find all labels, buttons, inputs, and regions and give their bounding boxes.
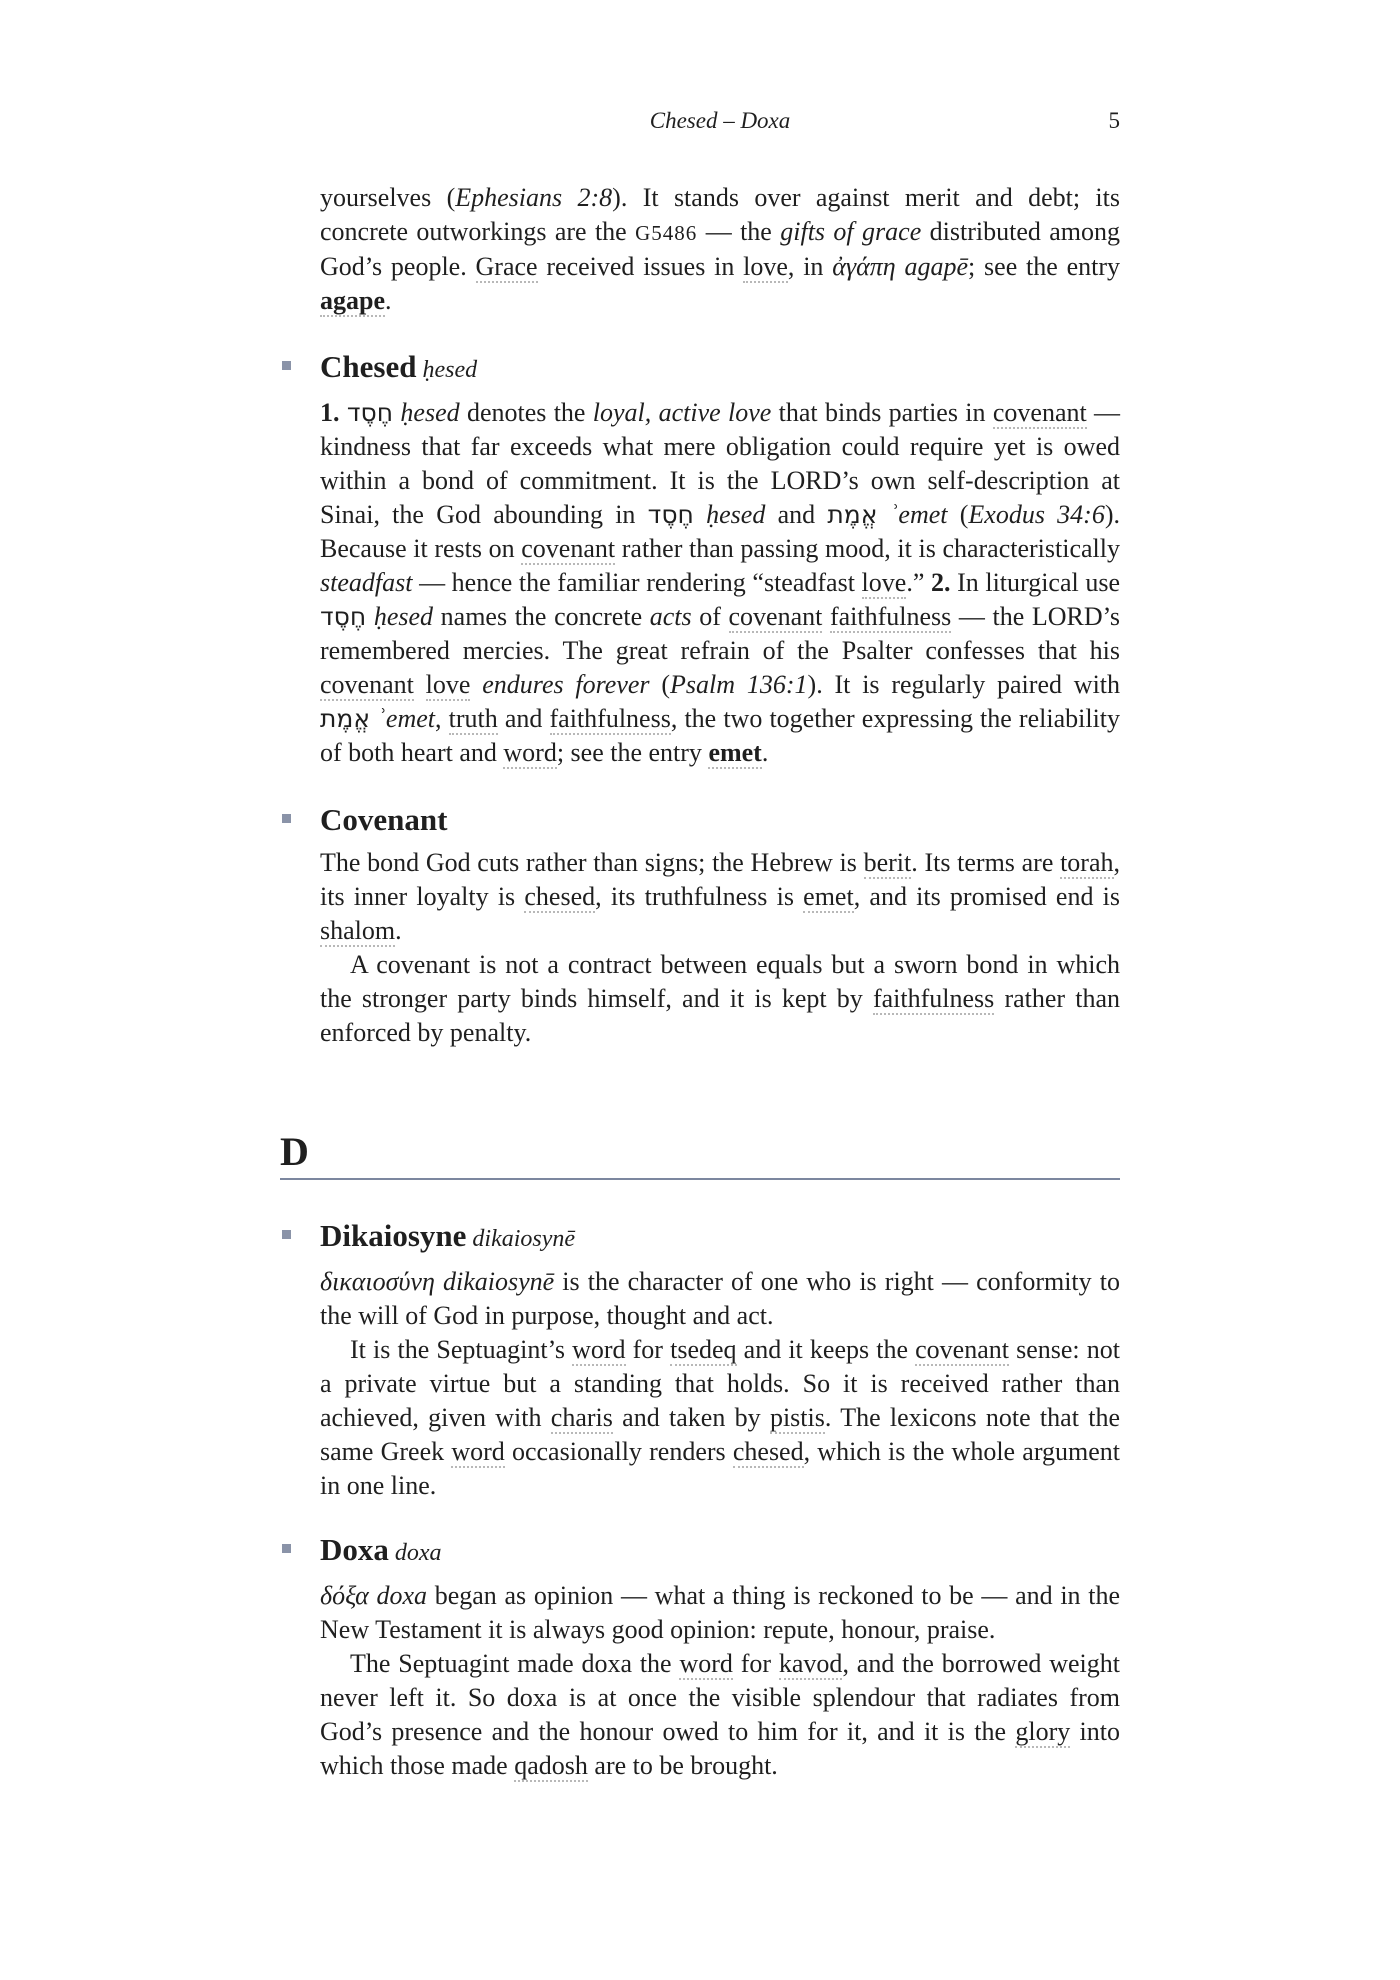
entry-bullet-icon	[282, 814, 291, 823]
cross-ref-link[interactable]: love	[425, 670, 471, 699]
entry-covenant	[320, 800, 1120, 1050]
cross-ref-link[interactable]: word	[679, 1649, 733, 1678]
transliteration: doxa	[394, 1540, 442, 1566]
headword: Chesed	[320, 349, 417, 384]
entry-dikaiosyne	[320, 1216, 1120, 1503]
entry-heading	[320, 347, 1120, 390]
entry-body: It is the Septuagint’s word for tsedeq and it keeps the covenant sense: not a private virtue but a standing that holds. So it is received rather than achieved, given with charis and taken by pistis. The lexicons note that the same Greek word occasionally renders chesed, which is the whole argument in one line.	[320, 1335, 1121, 1500]
cross-ref-link[interactable]: faithfulness	[829, 602, 952, 631]
headword: Dikaiosyne	[320, 1218, 467, 1253]
headword: Doxa	[320, 1532, 389, 1567]
greek-word: ἀγάπη	[832, 252, 896, 281]
entry-body: δικαιοσύνη dikaiosynē is the character of one who is right — conformity to the will of God in purpose, thought and act.	[320, 1267, 1120, 1330]
entry-body: The bond God cuts rather than signs; the Hebrew is berit. Its terms are torah, its inner loyalty is chesed, its truthfulness is emet, and its promised end is shalom.	[320, 848, 1120, 945]
cross-ref-link[interactable]: love	[743, 252, 788, 281]
hebrew-word: חֶסֶד	[346, 398, 394, 427]
see-entry-link[interactable]: emet	[708, 738, 762, 767]
scripture-ref[interactable]: Psalm 136:1	[670, 670, 808, 699]
cross-ref-link[interactable]: faithfulness	[872, 984, 995, 1013]
entry-heading	[320, 1216, 1120, 1259]
entry-doxa	[320, 1530, 1120, 1783]
cross-ref-link[interactable]: covenant	[320, 670, 414, 699]
strongs-code: G5486	[635, 221, 698, 245]
cross-ref-link[interactable]: covenant	[521, 534, 616, 563]
scripture-ref[interactable]: Ephesians 2:8	[455, 183, 613, 212]
transliteration: ḥesed	[422, 357, 478, 383]
running-head-title: Chesed – Doxa	[649, 108, 791, 133]
cross-ref-link[interactable]: kavod	[778, 1649, 843, 1678]
greek-word: δόξα	[320, 1581, 369, 1610]
entry-body: 1. חֶסֶד ḥesed denotes the loyal, active love that binds parties in covenant — kindness that far exceeds what mere obligation could require yet is owed within a bond of commitment. It is the LORD’s own self-description at Sinai, the God abounding in חֶסֶד ḥesed and אֱמֶת ʾemet (Exodus 34:6). Because it rests on covenant rather than passing mood, it is characteristically steadfast — hence the familiar rendering “steadfast love.” 2. In liturgical use חֶסֶד ḥesed names the concrete acts of covenant faithfulness — the LORD’s remembered mercies. The great refrain of the Psalter confesses that his covenant love endures forever (Psalm 136:1). It is regularly paired with אֱמֶת ʾemet, truth and faithfulness, the two together expressing the reliability of both heart and word; see the entry emet.	[320, 398, 1121, 767]
hebrew-word: חֶסֶד	[320, 602, 367, 631]
cross-ref-link[interactable]: covenant	[915, 1335, 1009, 1364]
scripture-ref[interactable]: Exodus 34:6	[968, 500, 1105, 529]
cross-ref-link[interactable]: qadosh	[514, 1751, 588, 1780]
cross-ref-link[interactable]: Grace	[475, 252, 538, 281]
entry-body: δόξα doxa began as opinion — what a thing is reckoned to be — and in the New Testament it is always good opinion: repute, honour, praise.	[320, 1581, 1121, 1644]
see-entry-link[interactable]: agape	[320, 286, 385, 315]
hebrew-word: אֱמֶת	[827, 500, 878, 529]
cross-ref-link[interactable]: torah	[1060, 848, 1114, 877]
cross-ref-link[interactable]: shalom	[320, 916, 396, 945]
cross-ref-link[interactable]: emet	[803, 882, 854, 911]
entry-body: The Septuagint made doxa the word for kavod, and the borrowed weight never left it. So doxa is at once the visible splendour that radiates from God’s presence and the honour owed to him for it, and it is the glory into which those made qadosh are to be brought.	[320, 1649, 1120, 1780]
entry-heading	[320, 1530, 1120, 1573]
cross-ref-link[interactable]: covenant	[992, 398, 1087, 427]
cross-ref-link[interactable]: chesed	[732, 1437, 804, 1466]
cross-ref-link[interactable]: word	[451, 1437, 505, 1466]
cross-ref-link[interactable]: tsedeq	[670, 1335, 737, 1364]
section-letter-heading: D	[280, 1130, 1120, 1180]
running-head	[320, 108, 1120, 140]
entry-bullet-icon	[282, 361, 291, 370]
headword: Covenant	[320, 802, 448, 837]
cross-ref-link[interactable]: love	[861, 568, 907, 597]
entry-bullet-icon	[282, 1230, 291, 1239]
cross-ref-link[interactable]: chesed	[524, 882, 596, 911]
entry-bullet-icon	[282, 1544, 291, 1553]
cross-ref-link[interactable]: word	[572, 1335, 626, 1364]
entry-heading	[320, 800, 1120, 840]
cross-ref-link[interactable]: berit	[863, 848, 912, 877]
cross-ref-link[interactable]: charis	[550, 1403, 613, 1432]
cross-ref-link[interactable]: truth	[448, 704, 498, 733]
entry-chesed	[320, 347, 1120, 770]
cross-ref-link[interactable]: word	[503, 738, 557, 767]
entry-body: A covenant is not a contract between equals but a sworn bond in which the stronger party binds himself, and it is kept by faithfulness rather than enforced by penalty.	[320, 950, 1120, 1047]
transliteration: dikaiosynē	[472, 1226, 576, 1252]
page-number: 5	[1108, 108, 1120, 133]
greek-word: δικαιοσύνη	[320, 1267, 435, 1296]
cross-ref-link[interactable]: pistis	[769, 1403, 825, 1432]
cross-ref-link[interactable]: faithfulness	[549, 704, 671, 733]
cross-ref-link[interactable]: glory	[1015, 1717, 1071, 1746]
hebrew-word: אֱמֶת	[320, 704, 371, 733]
cross-ref-link[interactable]: covenant	[728, 602, 823, 631]
hebrew-word: חֶסֶד	[647, 500, 694, 529]
continued-entry	[320, 181, 1120, 318]
continued-paragraph: yourselves (Ephesians 2:8). It stands over against merit and debt; its concrete outworkings are the G5486 — the gifts of grace distributed among God’s people. Grace received issues in love, in ἀγάπη agapē; see the entry agape.	[320, 183, 1121, 315]
